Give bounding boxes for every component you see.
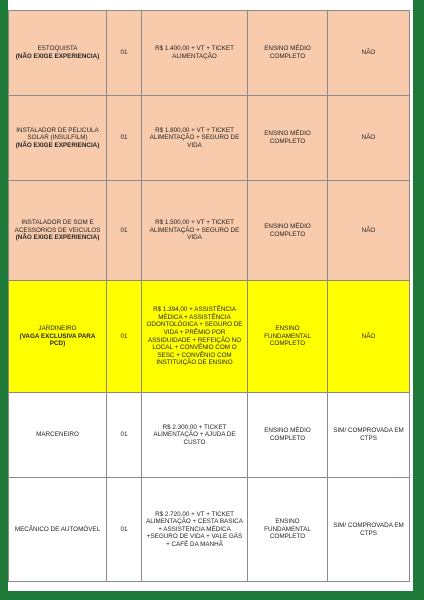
job-listings-table	[8, 10, 410, 582]
vacancies-cell: 01	[107, 181, 142, 281]
education-cell: ENSINO FUNDAMENTAL COMPLETO	[248, 281, 328, 393]
job-note: (NÃO EXIGE EXPERIENCIA)	[15, 53, 100, 60]
vacancies-cell: 01	[107, 478, 142, 582]
education-cell: ENSINO FUNDAMENTAL COMPLETO	[248, 478, 328, 582]
table-row	[9, 11, 410, 96]
education-cell: ENSINO MÉDIO COMPLETO	[248, 393, 328, 478]
job-note: (NÃO EXIGE EXPERIENCIA)	[15, 141, 100, 149]
table-row	[9, 96, 410, 181]
table-row	[9, 478, 410, 582]
job-title: INSTALADOR DE PELICULA SOLAR (INSULFILM)	[16, 126, 99, 142]
experience-cell: SIM/ COMPROVADA EM CTPS	[328, 393, 410, 478]
frame-bottom-border	[0, 591, 424, 600]
vacancies-cell: 01	[107, 96, 142, 181]
vacancies-cell: 01	[107, 281, 142, 393]
salary-cell: R$ 2.720,00 + VT + TICKET ALIMENTAÇÃO + CESTA BASICA + ASSISTENCIA MÉDICA +SEGURO DE VIDA + VALE GÁS + CAFÉ DA MANHÃ	[142, 478, 248, 582]
salary-cell: R$ 1.394,00 + ASSISTÊNCIA MÉDICA + ASSISTÊNCIA ODONTOLÓGICA + SEGURO DE VIDA + PRÊMIO POR ASSIDUIDADE + REFEIÇÃO NO LOCAL + CONVÊNIO COM O SESC + CONVÊNIO COM INSTITUIÇÃO DE ENSINO	[142, 281, 248, 393]
job-title: ESTOQUISTA	[37, 45, 78, 53]
experience-cell: NÃO	[328, 181, 410, 281]
job-note: (VAGA EXCLUSIVA PARA PCD)	[19, 332, 96, 348]
job-title-cell	[9, 478, 107, 582]
salary-cell: R$ 1.800,00 + VT + TICKET ALIMENTAÇÃO + SEGURO DE VIDA	[142, 96, 248, 181]
job-title: MARCENEIRO	[36, 431, 79, 439]
vacancies-cell: 01	[107, 393, 142, 478]
experience-cell: SIM/ COMPROVADA EM CTPS	[328, 478, 410, 582]
job-title-cell	[9, 393, 107, 478]
vacancies-cell: 01	[107, 11, 142, 96]
job-title-cell	[9, 181, 107, 281]
document-page	[8, 0, 413, 591]
experience-cell: NÃO	[328, 281, 410, 393]
salary-cell: R$ 2.300,00 + TICKET ALIMENTAÇÃO + AJUDA DE CUSTO	[142, 393, 248, 478]
job-title-cell	[9, 281, 107, 393]
job-title-cell	[9, 11, 107, 96]
job-title: JARDINEIRO	[38, 325, 77, 333]
salary-cell: R$ 1.400,00 + VT + TICKET ALIMENTAÇÃO	[142, 11, 248, 96]
education-cell: ENSINO MÉDIO COMPLETO	[248, 11, 328, 96]
job-note: (NÃO EXIGE EXPERIENCIA)	[15, 234, 100, 242]
experience-cell: NÃO	[328, 96, 410, 181]
job-title: INSTALADOR DE SOM E ACESSORIOS DE VEICULOS	[14, 219, 101, 234]
job-title: MECÂNICO DE AUTOMÓVEL	[14, 525, 101, 533]
salary-cell: R$ 1.500,00 + VT + TICKET ALIMENTAÇÃO + SEGURO DE VIDA	[142, 181, 248, 281]
education-cell: ENSINO MÉDIO COMPLETO	[248, 96, 328, 181]
table-row	[9, 181, 410, 281]
table-row	[9, 281, 410, 393]
table-row	[9, 393, 410, 478]
education-cell: ENSINO MÉDIO COMPLETO	[248, 181, 328, 281]
job-title-cell	[9, 96, 107, 181]
experience-cell: NÃO	[328, 11, 410, 96]
